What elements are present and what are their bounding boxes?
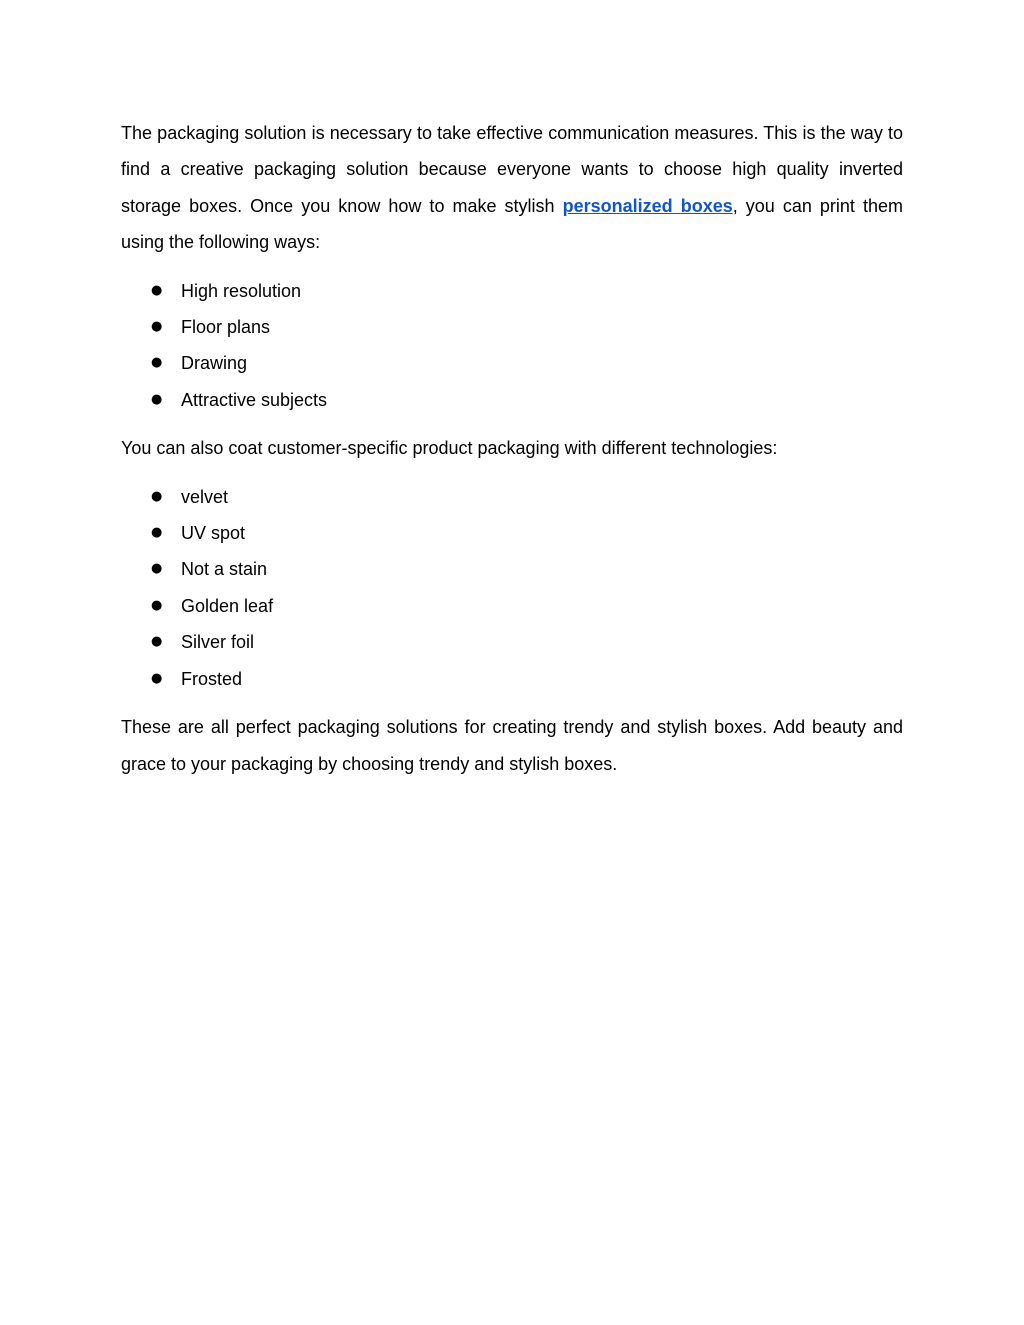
bullet-icon: ● (151, 319, 163, 335)
list-item (121, 309, 903, 345)
list-item (121, 624, 903, 660)
bullet-icon: ● (151, 670, 163, 686)
list-item (121, 551, 903, 587)
list-item-text: Floor plans (181, 317, 271, 338)
list-item (121, 588, 903, 624)
list-item-text: Not a stain (181, 559, 268, 580)
bullet-icon: ● (151, 634, 163, 650)
list-item-text: Golden leaf (181, 595, 274, 616)
list-item (121, 479, 903, 515)
intro-text-before-link: The packaging solution is necessary to take effective communication measures. This is the way to find a creative packaging solution because everyone wants to choose high quality inverted storage boxes. Once you know how to make stylish (121, 123, 903, 216)
list-item-text: High resolution (181, 280, 302, 301)
print-ways-list (121, 273, 903, 419)
coatings-list (121, 479, 903, 697)
closing-paragraph: These are all perfect packaging solutions for creating trendy and stylish boxes. Add beauty and grace to your packaging by choosing trendy and stylish boxes. (121, 717, 903, 774)
bullet-icon: ● (151, 282, 163, 298)
list-item (121, 515, 903, 551)
list-item-text: Silver foil (181, 632, 255, 653)
personalized-boxes-link[interactable]: personalized boxes (562, 195, 733, 216)
list-item (121, 273, 903, 309)
list-item-text: Frosted (181, 668, 243, 689)
list-item-text: velvet (181, 486, 229, 507)
intro-paragraph (121, 115, 903, 261)
bullet-icon: ● (151, 561, 163, 577)
list-item-text: Attractive subjects (181, 389, 328, 410)
list-item (121, 345, 903, 381)
bullet-icon: ● (151, 525, 163, 541)
bullet-icon: ● (151, 355, 163, 371)
document-body (121, 115, 903, 782)
list-item-text: Drawing (181, 353, 248, 374)
bullet-icon: ● (151, 488, 163, 504)
coating-intro-paragraph: You can also coat customer-specific product packaging with different technologies: (121, 438, 778, 459)
bullet-icon: ● (151, 597, 163, 613)
bullet-icon: ● (151, 391, 163, 407)
intro-text-after-link: , you can print them using the following ways: (121, 195, 903, 253)
list-item-text: UV spot (181, 523, 246, 544)
list-item (121, 382, 903, 418)
list-item (121, 661, 903, 697)
